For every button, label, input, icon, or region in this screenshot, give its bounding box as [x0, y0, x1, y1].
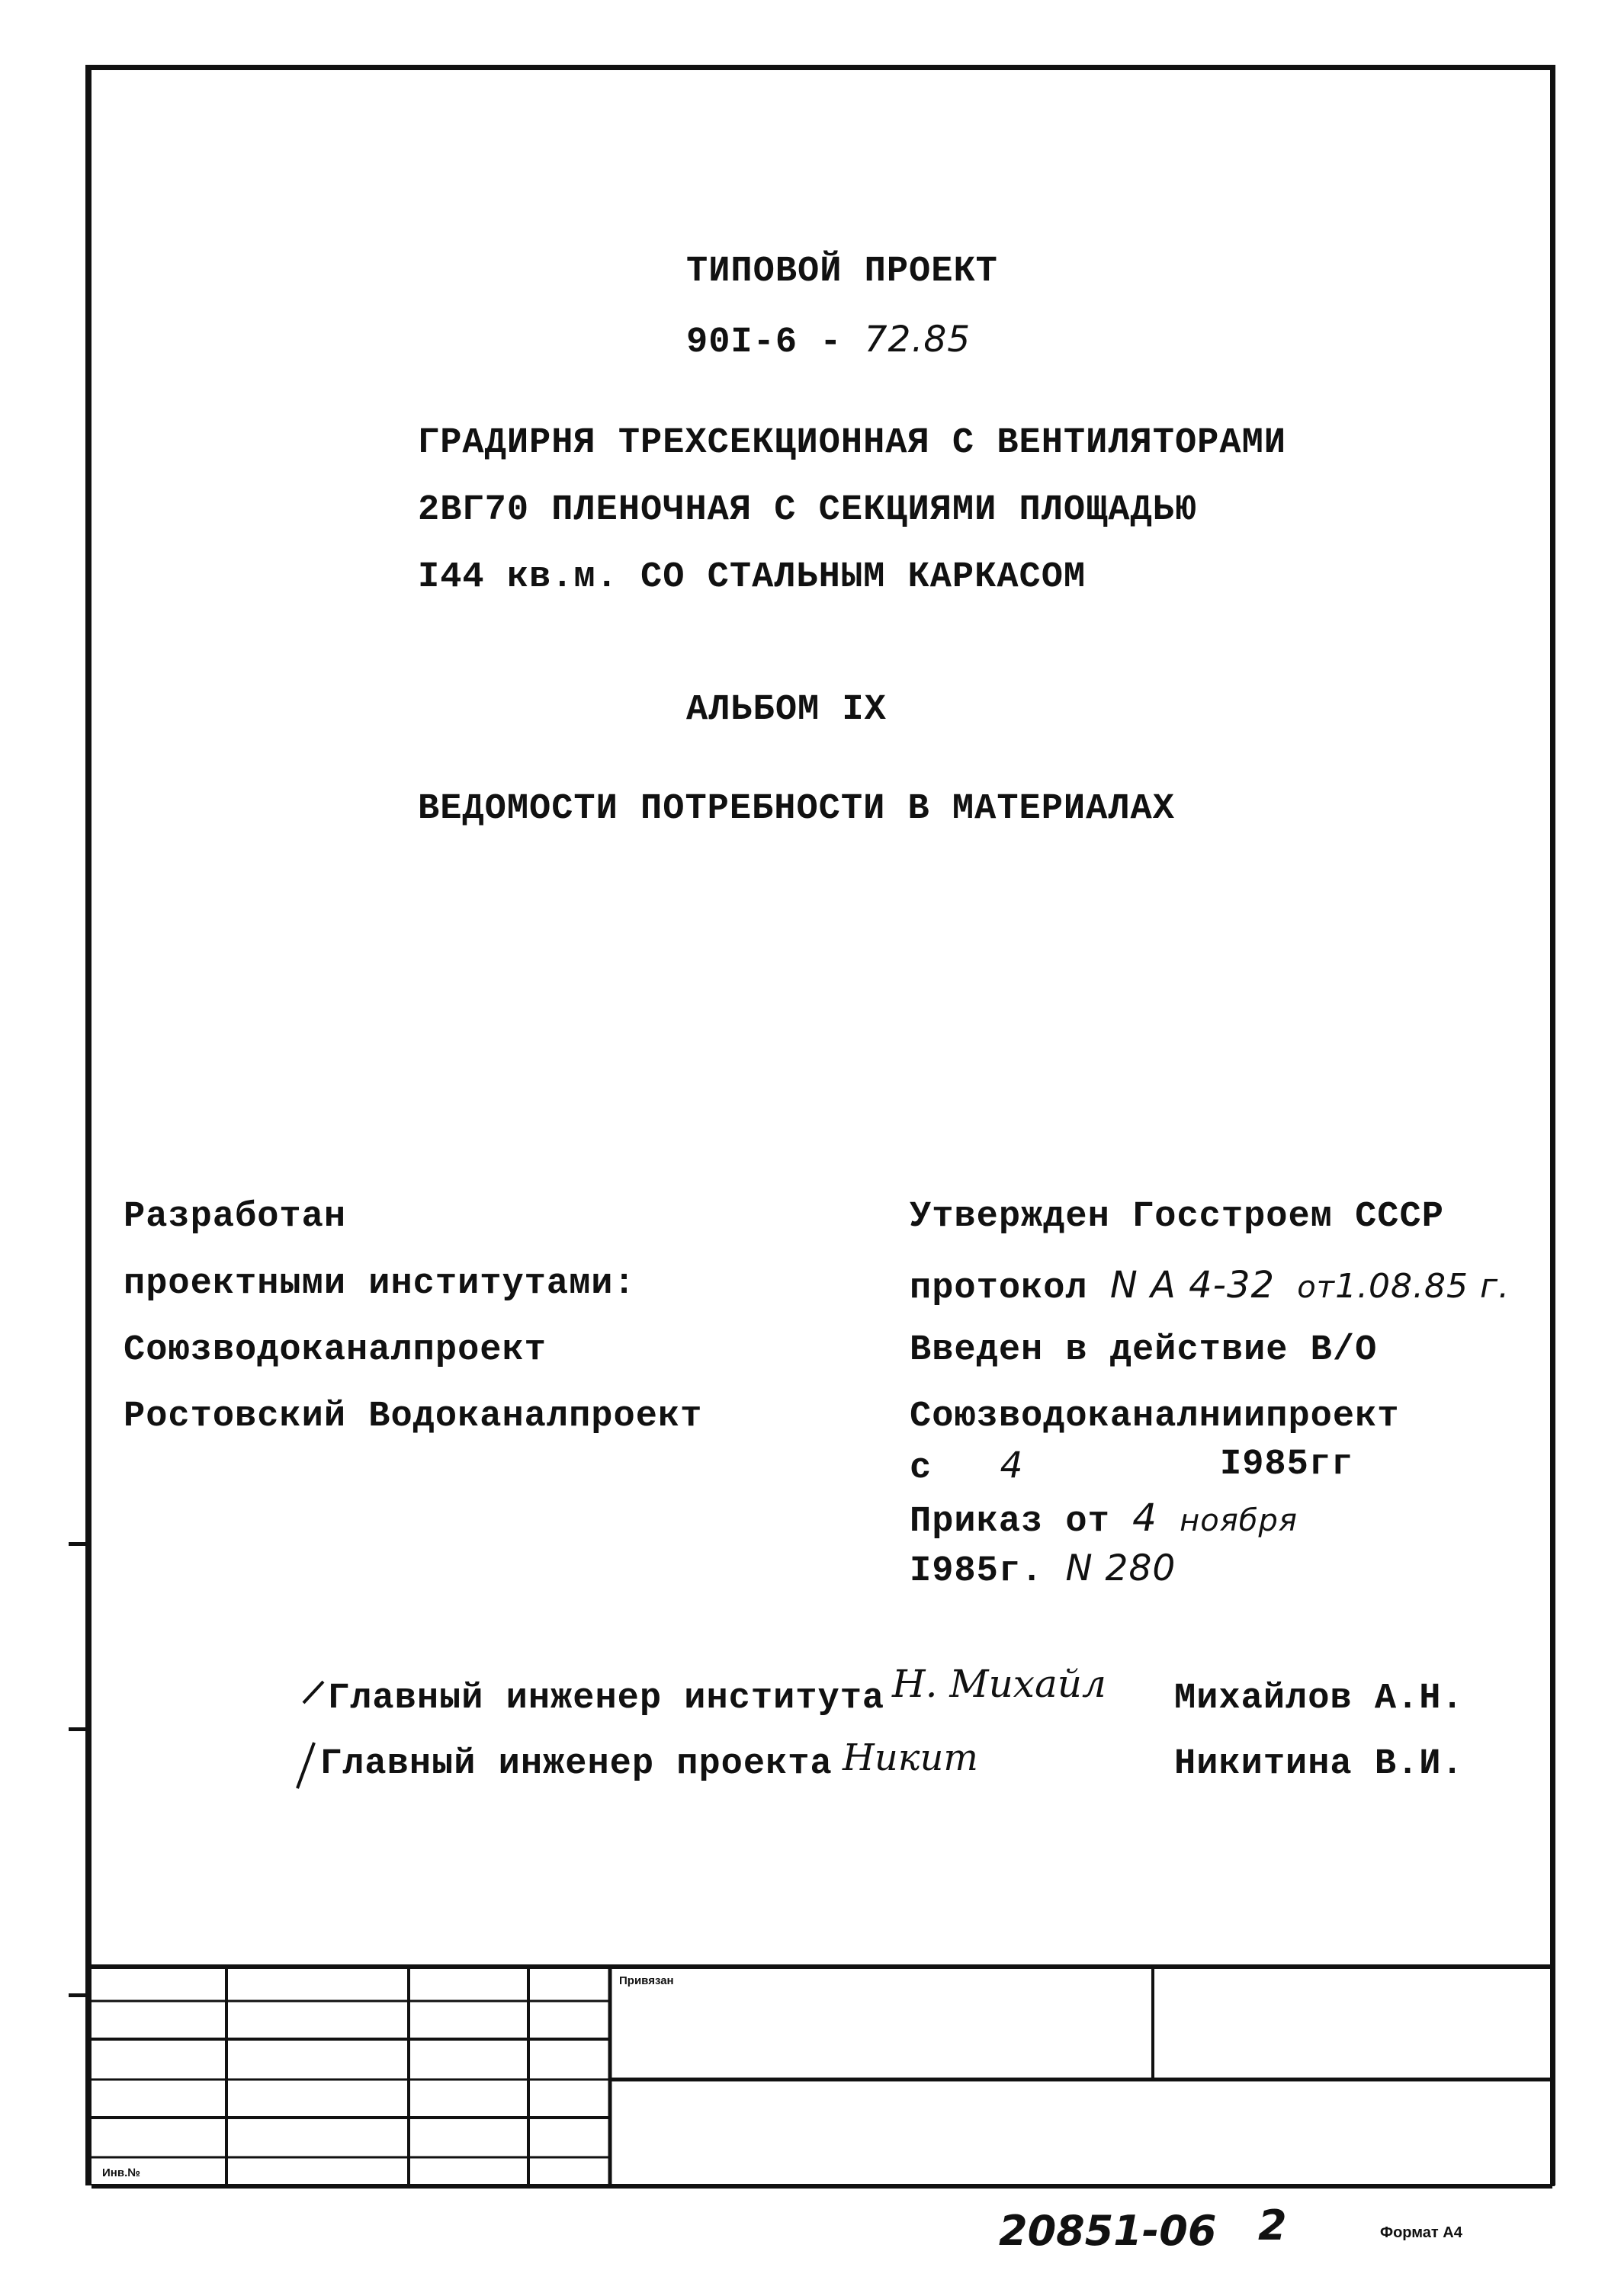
- order-year: I985г.: [910, 1551, 1044, 1592]
- project-number-printed: 90I-6 -: [686, 322, 843, 363]
- title-line-3: I44 кв.м. СО СТАЛЬНЫМ КАРКАСОМ: [418, 557, 1087, 598]
- protocol-date: 1.08.85 г.: [1335, 1267, 1510, 1306]
- protocol-label: протокол: [910, 1268, 1088, 1309]
- inv-number-label: Инв.№: [102, 2166, 140, 2179]
- approved-line-4: Союзводоканалниипроект: [910, 1397, 1400, 1437]
- developed-line-3: Союзводоканалпроект: [124, 1330, 547, 1371]
- approved-line-3: Введен в действие В/О: [910, 1330, 1378, 1371]
- title-line-2: 2ВГ70 ПЛЕНОЧНАЯ С СЕКЦИЯМИ ПЛОЩАДЬЮ: [418, 490, 1198, 531]
- format-label: Формат А4: [1380, 2224, 1462, 2241]
- approved-year: I985гг: [1220, 1445, 1354, 1485]
- doc-type: ТИПОВОЙ ПРОЕКТ: [686, 252, 998, 292]
- signature-role-1: Главный инженер института: [328, 1679, 885, 1719]
- album-title: ВЕДОМОСТИ ПОТРЕБНОСТИ В МАТЕРИАЛАХ: [418, 789, 1175, 829]
- project-number-handwritten: 72.85: [864, 319, 971, 361]
- order-month: ноября: [1180, 1503, 1298, 1538]
- title-line-1: ГРАДИРНЯ ТРЕХСЕКЦИОННАЯ С ВЕНТИЛЯТОРАМИ: [418, 423, 1286, 463]
- signature-name-2: Никитина В.И.: [1174, 1744, 1464, 1785]
- order-number: N 280: [1065, 1547, 1176, 1589]
- sheet-number: 2: [1258, 2201, 1287, 2250]
- developed-line-1: Разработан: [124, 1197, 347, 1237]
- from-label: с: [910, 1448, 932, 1489]
- order-label: Приказ от: [910, 1502, 1110, 1542]
- signature-text-1: Н. Михайл: [892, 1662, 1106, 1706]
- from-day: 4: [1000, 1445, 1024, 1486]
- protocol-from: от: [1297, 1270, 1336, 1305]
- signature-name-1: Михайлов А.Н.: [1174, 1679, 1464, 1719]
- approved-line-1: Утвержден Госстроем СССР: [910, 1197, 1444, 1237]
- privyazan-label: Привязан: [619, 1974, 674, 1987]
- order-day: 4: [1132, 1496, 1157, 1540]
- doc-number: 20851-06: [999, 2207, 1217, 2255]
- signature-text-2: Никит: [843, 1736, 978, 1779]
- developed-line-2: проектными институтами:: [124, 1264, 636, 1304]
- signature-role-2: Главный инженер проекта: [320, 1744, 833, 1785]
- developed-line-4: Ростовский Водоканалпроект: [124, 1397, 703, 1437]
- album-number: АЛЬБОМ IX: [686, 690, 887, 730]
- protocol-number: N А 4-32: [1109, 1264, 1276, 1307]
